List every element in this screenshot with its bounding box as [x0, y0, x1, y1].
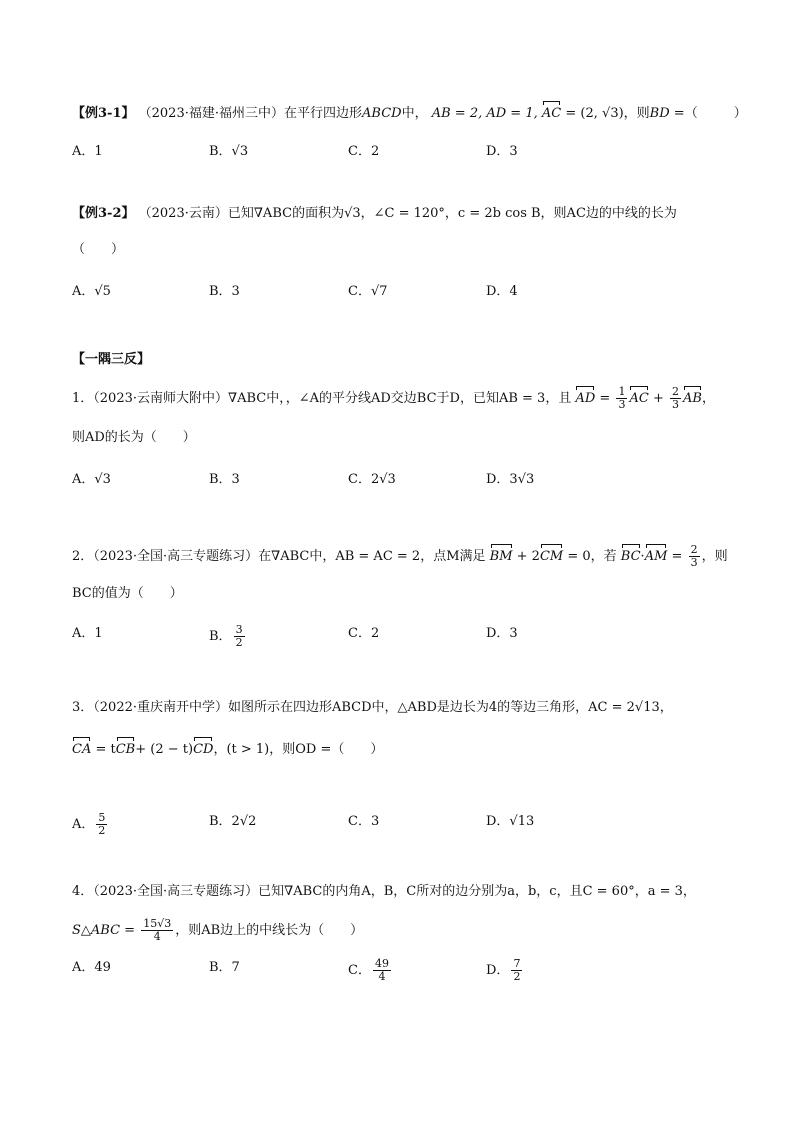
example-tag: 【例3-1】 [72, 106, 135, 121]
fraction: $\frac{1}{3}$ [618, 385, 626, 411]
option-d[interactable]: D．√13 [486, 814, 535, 829]
source-note: （2023·云南） [138, 206, 228, 221]
option-b[interactable]: B． $\frac{3}{2}$ [209, 623, 243, 649]
question-1-stem: 1．（2023·云南师大附中）∇ABC中，，∠A的平分线AD交边BC于D，已知AB = 3，且 AD = $\frac{1}{3}$ AC + $\frac{2}{3}$ AB， [72, 385, 715, 411]
question-1-stem-line2: 则AD的长为（ ） [72, 430, 196, 445]
source-note: （2023·福建·福州三中） [138, 106, 284, 121]
option-a[interactable]: A．√3 [72, 472, 111, 487]
example-3-2-stem: 【例3-2】 （2023·云南）已知∇ABC的面积为√3，∠C = 120°，c = 2b cos B，则AC边的中线的长为 [72, 206, 677, 221]
fraction: $\frac{2}{3}$ [690, 543, 698, 569]
fraction: $\frac{15√3}{4}$ [143, 917, 172, 943]
option-d[interactable]: D．3 [486, 626, 518, 641]
vector-am: AM [645, 547, 668, 567]
vector-bc: BC [621, 547, 641, 567]
option-a[interactable]: A．√5 [72, 284, 111, 299]
option-b[interactable]: B．3 [209, 284, 240, 299]
option-d[interactable]: D． $\frac{7}{2}$ [486, 957, 521, 983]
option-a[interactable]: A． $\frac{5}{2}$ [72, 811, 106, 837]
vector-ab: AB [683, 389, 702, 409]
question-4-stem: 4．（2023·全国·高三专题练习）已知∇ABC的内角A，B，C所对的边分别为a，b，c，且C = 60°，a = 3， [72, 884, 696, 899]
vector-ad: AD [575, 389, 595, 409]
answer-paren: （ ） [72, 242, 125, 257]
option-c[interactable]: C．2√3 [348, 472, 396, 487]
option-a[interactable]: A．1 [72, 144, 103, 159]
option-d[interactable]: D．3 [486, 144, 518, 159]
vector-ac: AC [542, 104, 561, 124]
option-c[interactable]: C．2 [348, 626, 380, 641]
example-tag: 【例3-2】 [72, 206, 135, 221]
fraction: $\frac{2}{3}$ [672, 385, 679, 411]
option-c[interactable]: C．3 [348, 814, 380, 829]
question-4-stem-line2: S△ABC = $\frac{15√3}{4}$ ，则AB边上的中线长为（ ） [72, 917, 364, 943]
option-a[interactable]: A．1 [72, 626, 103, 641]
option-b[interactable]: B．2√2 [209, 814, 257, 829]
question-3-stem: 3．（2022·重庆南开中学）如图所示在四边形ABCD中，△ABD是边长为4的等边三角形，AC = 2√13， [72, 700, 673, 715]
section-heading: 【一隅三反】 [72, 352, 151, 367]
option-c[interactable]: C． $\frac{49}{4}$ [348, 957, 389, 983]
question-2-stem: 2．（2023·全国·高三专题练习）在∇ABC中，AB = AC = 2，点M满足 BM + 2CM = 0，若 BC·AM = $\frac{2}{3}$ ，则 [72, 543, 728, 569]
vector-ca: CA [72, 740, 91, 760]
option-d[interactable]: D．4 [486, 284, 518, 299]
option-c[interactable]: C．2 [348, 144, 380, 159]
option-c[interactable]: C．√7 [348, 284, 388, 299]
option-a[interactable]: A．49 [72, 960, 111, 975]
option-b[interactable]: B．3 [209, 472, 240, 487]
example-3-1-stem: 【例3-1】 （2023·福建·福州三中）在平行四边形ABCD中， AB = 2, AD = 1, AC = (2, √3)，则BD =（ ） [72, 104, 747, 124]
option-b[interactable]: B．7 [209, 960, 240, 975]
vector-cd: CD [193, 740, 213, 760]
vector-ac: AC [629, 389, 648, 409]
vector-bm: BM [490, 547, 513, 567]
option-b[interactable]: B．√3 [209, 144, 249, 159]
question-3-stem-line2: CA = tCB+ (2 − t)CD，(t > 1)，则OD =（ ） [72, 740, 383, 760]
vector-cb: CB [116, 740, 136, 760]
question-2-stem-line2: BC的值为（ ） [72, 586, 183, 601]
option-d[interactable]: D．3√3 [486, 472, 535, 487]
vector-cm: CM [540, 547, 563, 567]
